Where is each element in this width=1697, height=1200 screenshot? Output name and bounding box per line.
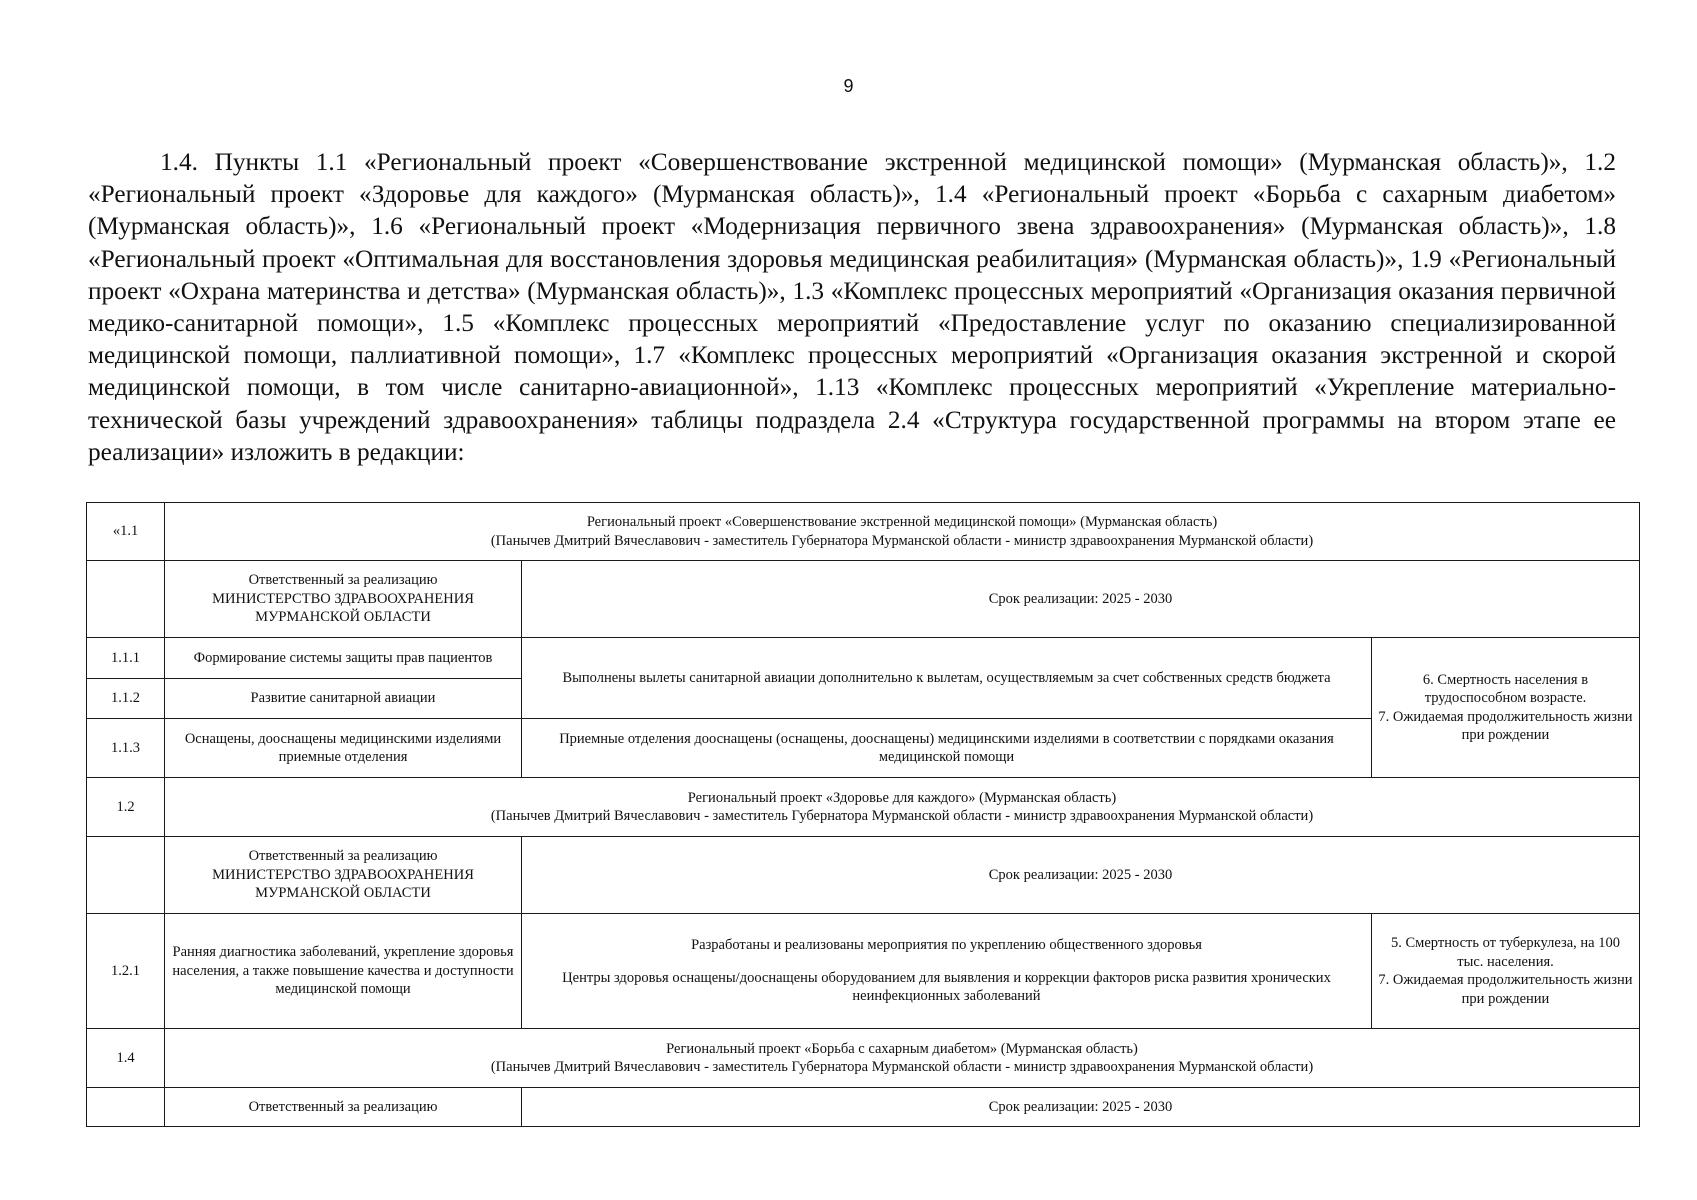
project-curator: (Панычев Дмитрий Вячеславович - заместитель Губернатора Мурманской области - министр здравоохранения Мурманской области) <box>490 532 1314 549</box>
term-cell: Срок реализации: 2025 - 2030 <box>522 837 1640 914</box>
task-number: 1.2.1 <box>87 914 165 1029</box>
project-title-cell <box>165 778 1640 837</box>
project-number: «1.1 <box>87 503 165 561</box>
empty-cell <box>87 837 165 914</box>
responsible-row <box>87 1088 1640 1127</box>
indicators-cell: 6. Смертность населения в трудоспособном возрасте. 7. Ожидаемая продолжительность жизни при рождении <box>1372 638 1640 778</box>
project-curator: (Панычев Дмитрий Вячеславович - заместитель Губернатора Мурманской области - министр здравоохранения Мурманской области) <box>490 1059 1314 1075</box>
task-row <box>87 914 1640 1029</box>
task-result-line: Центры здоровья оснащены/дооснащены оборудованием для выявления и коррекции факторов риска развития хронических неинфекционных заболеваний <box>562 969 1331 1005</box>
responsible-row <box>87 561 1640 638</box>
task-number: 1.1.1 <box>87 638 165 679</box>
project-title: Региональный проект «Здоровье для каждого» (Мурманская область) <box>687 789 1117 806</box>
project-number: 1.2 <box>87 778 165 837</box>
project-header-row <box>87 1029 1640 1088</box>
project-number: 1.4 <box>87 1029 165 1088</box>
responsible-cell: Ответственный за реализацию МИНИСТЕРСТВО ЗДРАВООХРАНЕНИЯ МУРМАНСКОЙ ОБЛАСТИ <box>165 561 522 638</box>
task-number: 1.1.2 <box>87 679 165 719</box>
project-header-row <box>87 778 1640 837</box>
term-cell: Срок реализации: 2025 - 2030 <box>522 561 1640 638</box>
responsible-row <box>87 837 1640 914</box>
intro-paragraph: 1.4. Пункты 1.1 «Региональный проект «Совершенствование экстренной медицинской помощи» (Мурманская область)», 1.2 «Региональный проект «Здоровье для каждого» (Мурманская область)», 1.4 «Региональный проект «Борьба с сахарным диабетом» (Мурманская область)», 1.6 «Региональный проект «Модернизация первичного звена здравоохранения» (Мурманская область)», 1.8 «Региональный проект «Оптимальная для восстановления здоровья медицинская реабилитация» (Мурманская область)», 1.9 «Региональный проект «Охрана материнства и детства» (Мурманская область)», 1.3 «Комплекс процессных мероприятий «Организация оказания первичной медико-санитарной помощи», 1.5 «Комплекс процессных мероприятий «Предоставление услуг по оказанию специализированной медицинской помощи, паллиативной помощи», 1.7 «Комплекс процессных мероприятий «Организация оказания экстренной и скорой медицинской помощи, в том числе санитарно-авиационной», 1.13 «Комплекс процессных мероприятий «Укрепление материально-технической базы учреждений здравоохранения» таблицы подраздела 2.4 «Структура государственной программы на втором этапе ее реализации» изложить в редакции: <box>88 148 1616 466</box>
project-title: Региональный проект «Борьба с сахарным диабетом» (Мурманская область) <box>666 1040 1138 1057</box>
project-header-row <box>87 503 1640 561</box>
project-curator: (Панычев Дмитрий Вячеславович - заместитель Губернатора Мурманской области - министр здравоохранения Мурманской области) <box>490 808 1314 824</box>
task-result-line: Разработаны и реализованы мероприятия по укреплению общественного здоровья <box>691 937 1202 954</box>
responsible-cell: Ответственный за реализацию МИНИСТЕРСТВО ЗДРАВООХРАНЕНИЯ МУРМАНСКОЙ ОБЛАСТИ <box>165 837 522 914</box>
spacer <box>528 955 1365 969</box>
empty-cell <box>87 1088 165 1127</box>
task-result: Приемные отделения дооснащены (оснащены, дооснащены) медицинскими изделиями в соответствии с порядками оказания медицинской помощи <box>522 719 1372 778</box>
task-name: Ранняя диагностика заболеваний, укрепление здоровья населения, а также повышение качества и доступности медицинской помощи <box>165 914 522 1029</box>
project-title: Региональный проект «Совершенствование экстренной медицинской помощи» (Мурманская область) <box>586 514 1218 530</box>
page-number: 9 <box>843 76 854 96</box>
program-structure-table <box>86 502 1640 1127</box>
task-name: Формирование системы защиты прав пациентов <box>165 638 522 679</box>
task-name: Оснащены, дооснащены медицинскими изделиями приемные отделения <box>165 719 522 778</box>
task-number: 1.1.3 <box>87 719 165 778</box>
project-title-cell <box>165 503 1640 561</box>
responsible-cell: Ответственный за реализацию <box>165 1088 522 1127</box>
task-name: Развитие санитарной авиации <box>165 679 522 719</box>
empty-cell <box>87 561 165 638</box>
task-row <box>87 638 1640 679</box>
task-result <box>522 914 1372 1029</box>
indicators-cell: 5. Смертность от туберкулеза, на 100 тыс. населения. 7. Ожидаемая продолжительность жизни при рождении <box>1372 914 1640 1029</box>
task-result: Выполнены вылеты санитарной авиации дополнительно к вылетам, осуществляемым за счет собственных средств бюджета <box>522 638 1372 719</box>
term-cell: Срок реализации: 2025 - 2030 <box>522 1088 1640 1127</box>
project-title-cell <box>165 1029 1640 1088</box>
